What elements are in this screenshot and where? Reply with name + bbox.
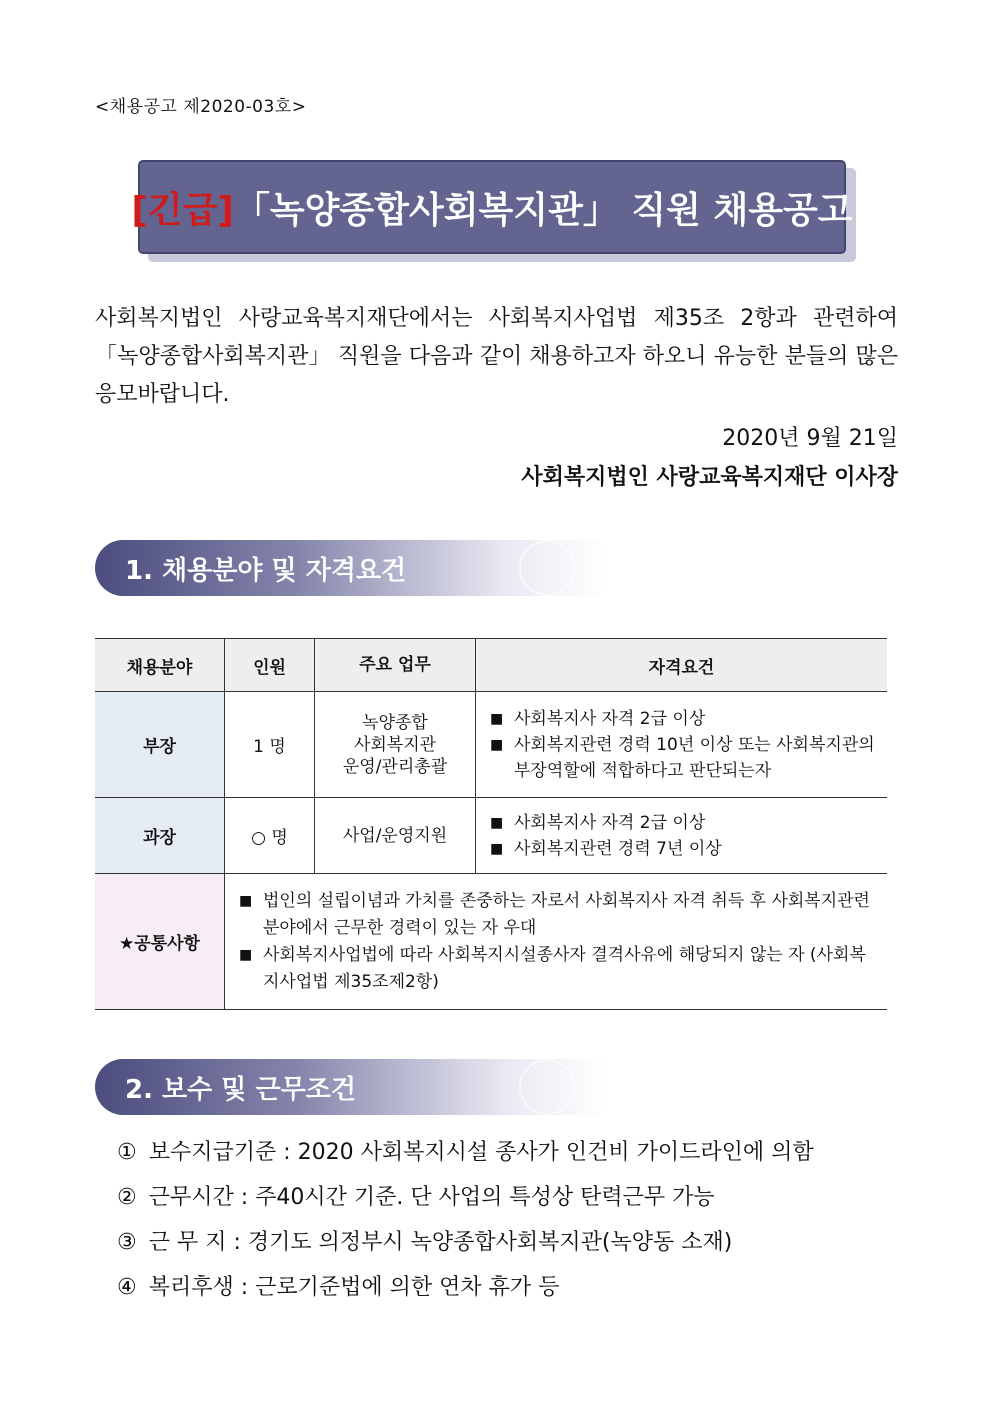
- condition-number: ②: [117, 1185, 137, 1210]
- section-heading-2: [95, 1059, 605, 1115]
- qualification-item: ■ 사회복지사 자격 2급 이상: [490, 706, 879, 732]
- intro-paragraph: 사회복지법인 사랑교육복지재단에서는 사회복지사업법 제35조 2항과 관련하여 「녹양종합사회복지관」 직원을 다음과 같이 채용하고자 하오니 유능한 분들의 많은 응모바랍니다.: [95, 306, 898, 407]
- requirements-table: [95, 638, 887, 1010]
- header-duty: 주요 업무: [315, 639, 476, 692]
- header-qualifications: 자격요건: [476, 639, 888, 692]
- duty-line: 사회복지관: [353, 734, 437, 755]
- condition-text: 보수지급기준 : 2020 사회복지시설 종사가 인건비 가이드라인에 의함: [148, 1140, 814, 1165]
- common-requirements: [225, 874, 888, 1010]
- table-row: [95, 798, 887, 874]
- duty-line: 녹양종합: [362, 712, 428, 733]
- table-row-common: [95, 874, 887, 1010]
- qualification-item: ■ 사회복지관련 경력 7년 이상: [490, 836, 879, 862]
- condition-text: 근무시간 : 주40시간 기준. 단 사업의 특성상 탄력근무 가능: [148, 1185, 715, 1210]
- common-item: ■ 법인의 설립이념과 가치를 존중하는 자로서 사회복지사 자격 취득 후 사회복지관련 분야에서 근무한 경력이 있는 자 우대: [239, 888, 879, 942]
- row-count: 1 명: [225, 692, 315, 798]
- title-main: 「녹양종합사회복지관」 직원 채용공고: [233, 189, 853, 231]
- condition-text: 근 무 지 : 경기도 의정부시 녹양종합사회복지관(녹양동 소재): [148, 1230, 733, 1255]
- section-cap-decoration: [519, 1059, 575, 1115]
- row-field: 과장: [95, 798, 225, 874]
- title-banner: [131, 160, 853, 254]
- section-title-1: 1. 채용분야 및 자격요건: [125, 555, 407, 586]
- qualification-item: ■ 사회복지관련 경력 10년 이상 또는 사회복지관의 부장역할에 적합하다고 판단되는자: [490, 732, 879, 784]
- conditions-list: [117, 1135, 814, 1315]
- row-qualifications: [476, 798, 888, 874]
- issuer: 사회복지법인 사랑교육복지재단 이사장: [521, 465, 898, 490]
- row-duty: [315, 692, 476, 798]
- section-cap-decoration: [519, 540, 575, 596]
- section-heading-1: [95, 540, 605, 596]
- row-qualifications: [476, 692, 888, 798]
- notice-number: <채용공고 제2020-03호>: [95, 97, 307, 117]
- condition-item: [117, 1135, 814, 1180]
- condition-item: [117, 1180, 814, 1225]
- row-duty: [315, 798, 476, 874]
- condition-text: 복리후생 : 근로기준법에 의한 연차 휴가 등: [148, 1275, 560, 1300]
- common-label: ★공통사항: [95, 874, 225, 1010]
- condition-number: ④: [117, 1275, 137, 1300]
- condition-item: [117, 1225, 814, 1270]
- row-count: ○ 명: [225, 798, 315, 874]
- row-field: 부장: [95, 692, 225, 798]
- notice-date: 2020년 9월 21일: [722, 426, 898, 451]
- table-row: [95, 692, 887, 798]
- condition-number: ③: [117, 1230, 137, 1255]
- header-count: 인원: [225, 639, 315, 692]
- header-field: 채용분야: [95, 639, 225, 692]
- section-title-2: 2. 보수 및 근무조건: [125, 1074, 356, 1105]
- common-item: ■ 사회복지사업법에 따라 사회복지시설종사자 결격사유에 해당되지 않는 자 (사회복지사업법 제35조제2항): [239, 942, 879, 996]
- qualification-item: ■ 사회복지사 자격 2급 이상: [490, 810, 879, 836]
- duty-line: 사업/운영지원: [342, 825, 448, 846]
- duty-line: 운영/관리총괄: [342, 756, 448, 777]
- urgent-label: [긴급]: [131, 189, 234, 231]
- condition-item: [117, 1270, 814, 1315]
- condition-number: ①: [117, 1140, 137, 1165]
- page-title: [131, 182, 852, 233]
- table-header-row: [95, 639, 887, 692]
